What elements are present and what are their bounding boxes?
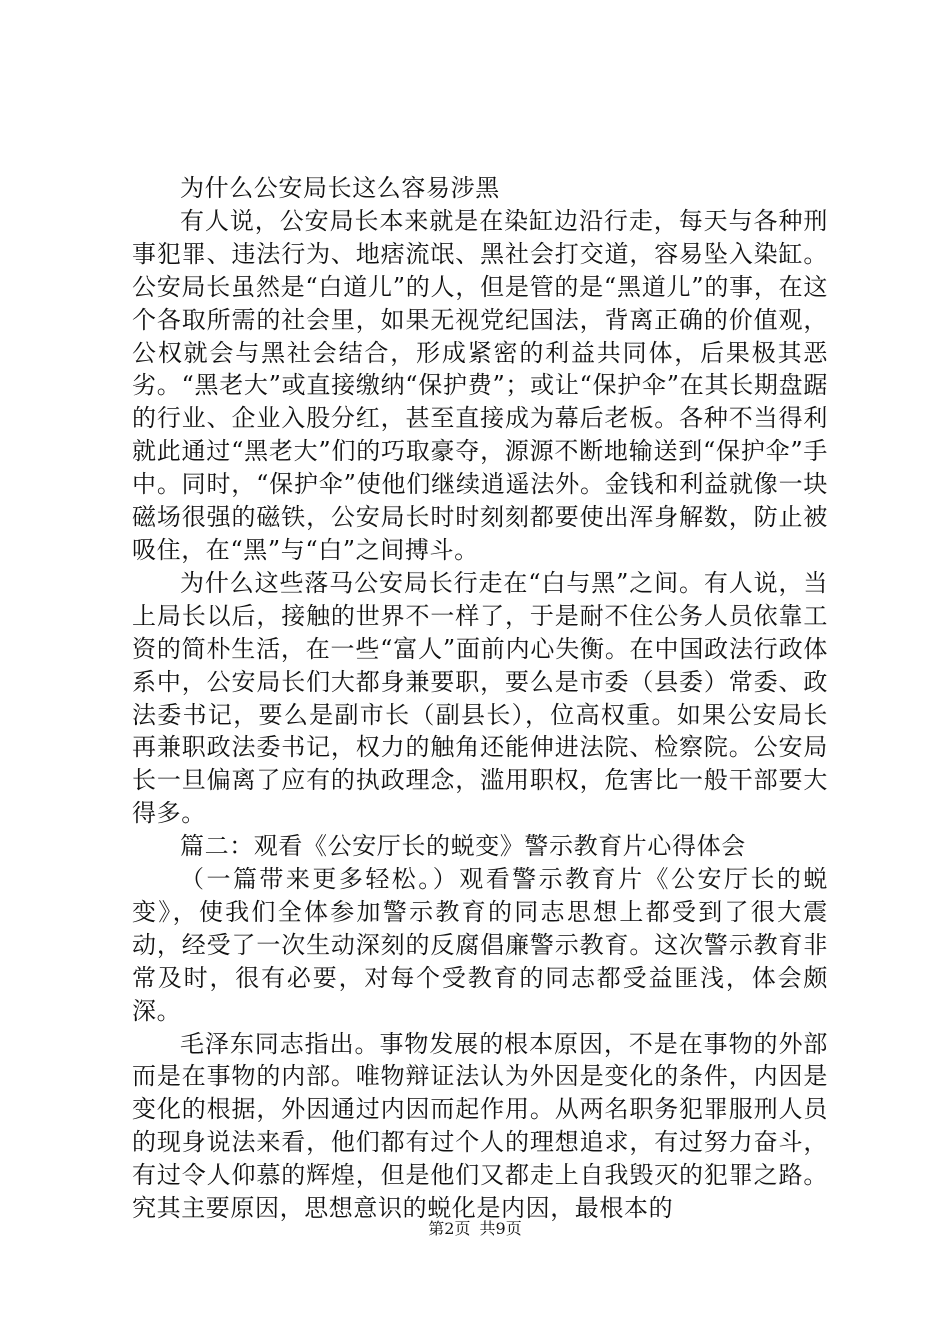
page-footer [0, 1216, 950, 1239]
section-paragraph: （一篇带来更多轻松。）观看警示教育片《公安厅长的蜕变》，使我们全体参加警示教育的同志思想上都受到了很大震动，经受了一次生动深刻的反腐倡廉警示教育。这次警示教育非常及时，很有必要，对每个受教育的同志都受益匪浅，体会颇深。 [132, 865, 828, 1025]
section-paragraph: 毛泽东同志指出。事物发展的根本原因，不是在事物的外部而是在事物的内部。唯物辩证法认为外因是变化的条件，内因是变化的根据，外因通过内因而起作用。从两名职务犯罪服刑人员的现身说法来看，他们都有过个人的理想追求，有过努力奋斗，有过令人仰慕的辉煌，但是他们又都走上自我毁灭的犯罪之路。究其主要原因，思想意识的蜕化是内因，最根本的 [132, 1029, 828, 1223]
page-total: 共9页 [479, 1219, 522, 1238]
body-paragraph: 有人说，公安局长本来就是在染缸边沿行走，每天与各种刑事犯罪、违法行为、地痞流氓、黑社会打交道，容易坠入染缸。公安局长虽然是“白道儿”的人，但是管的是“黑道儿”的事，在这个各取所需的社会里，如果无视党纪国法，背离正确的价值观，公权就会与黑社会结合，形成紧密的利益共同体，后果极其恶劣。“黑老大”或直接缴纳“保护费”；或让“保护伞”在其长期盘踞的行业、企业入股分红，甚至直接成为幕后老板。各种不当得利就此通过“黑老大”们的巧取豪夺，源源不断地输送到“保护伞”手中。同时，“保护伞”使他们继续逍遥法外。金钱和利益就像一块磁场很强的磁铁，公安局长时时刻刻都要使出浑身解数，防止被吸住，在“黑”与“白”之间搏斗。 [132, 206, 828, 564]
page-number: 第2页 [428, 1219, 471, 1238]
section-title: 篇二：观看《公安厅长的蜕变》警示教育片心得体会 [180, 832, 746, 861]
document-title: 为什么公安局长这么容易涉黑 [180, 174, 500, 202]
document-body [132, 172, 828, 1225]
body-paragraph: 为什么这些落马公安局长行走在“白与黑”之间。有人说，当上局长以后，接触的世界不一样了，于是耐不住公务人员依靠工资的简朴生活，在一些“富人”面前内心失衡。在中国政法行政体系中，公安局长们大都身兼要职，要么是市委（县委）常委、政法委书记，要么是副市长（副县长），位高权重。如果公安局长再兼职政法委书记，权力的触角还能伸进法院、检察院。公安局长一旦偏离了应有的执政理念，滥用职权，危害比一般干部要大得多。 [132, 568, 828, 828]
